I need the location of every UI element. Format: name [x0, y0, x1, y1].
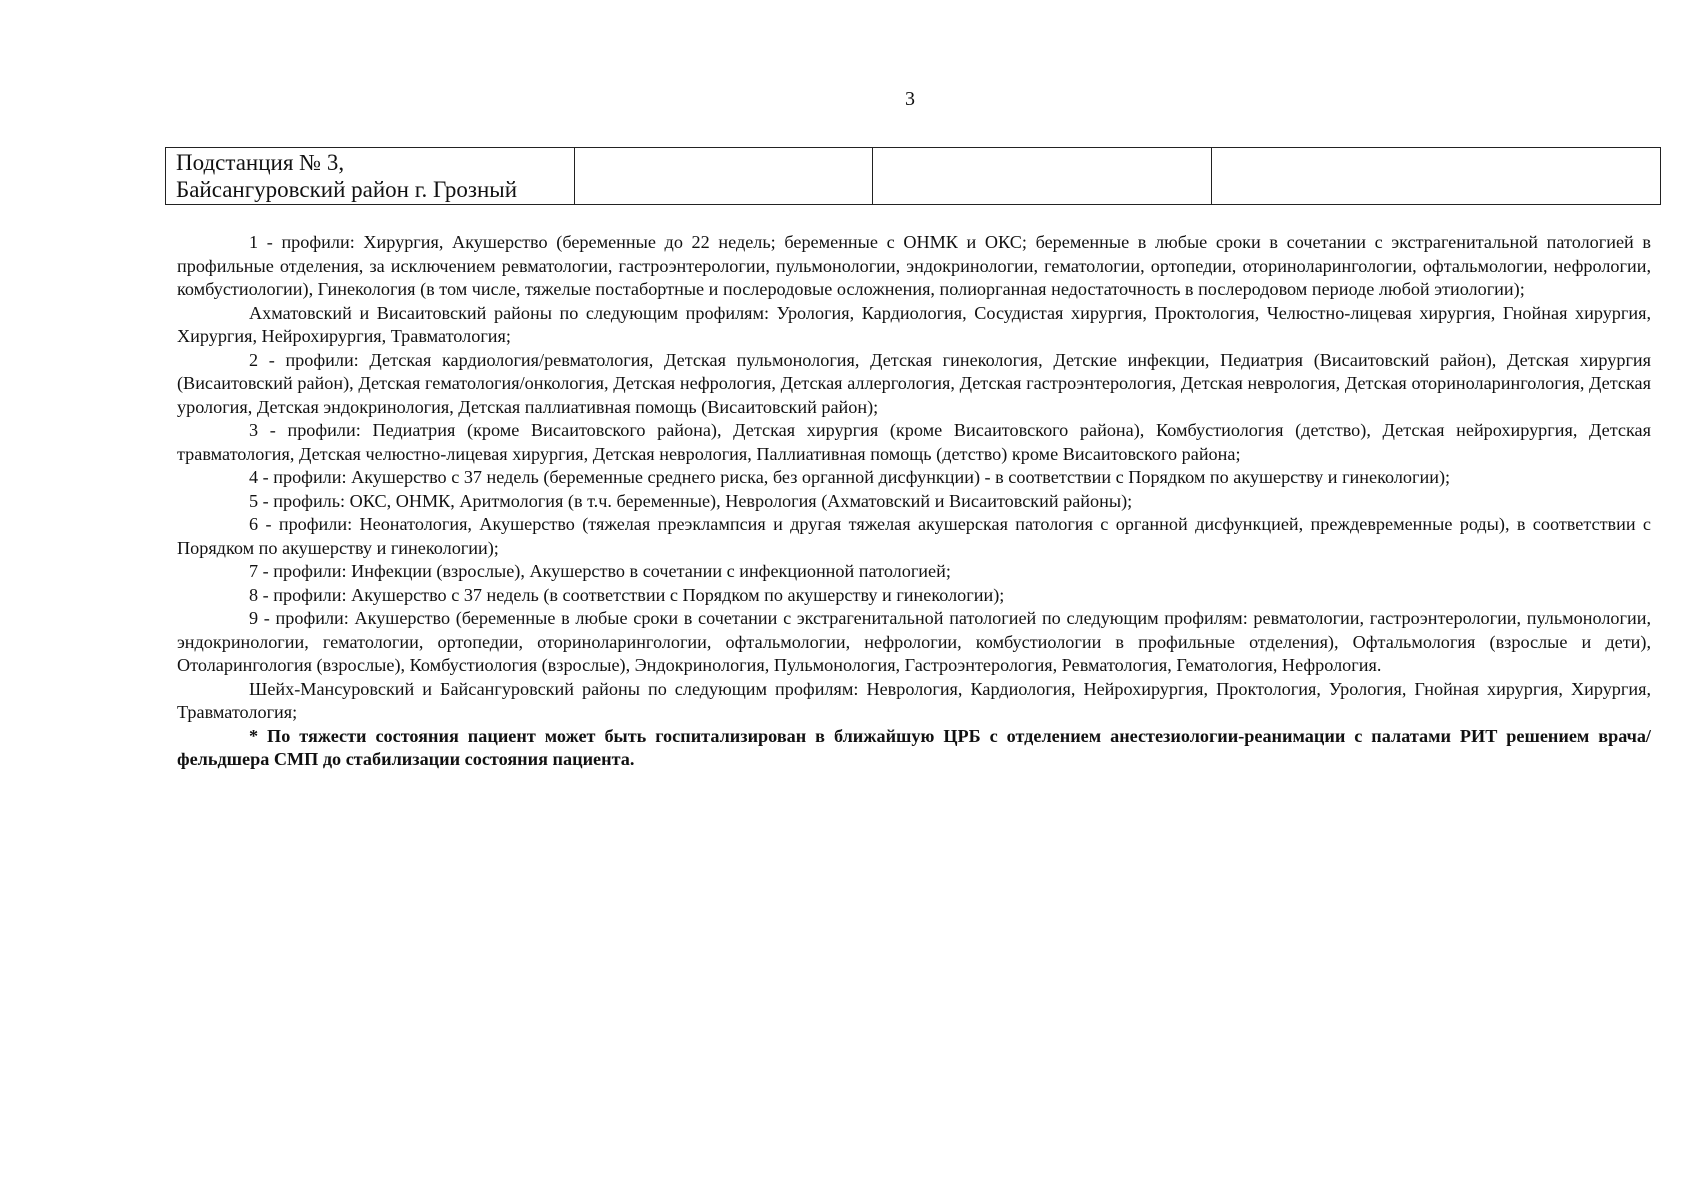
table-row: [166, 148, 1661, 205]
table-cell-substation: Подстанция № 3, Байсангуровский район г. Грозный: [166, 148, 575, 205]
table-cell: [1212, 148, 1661, 205]
note-akhmatovsky-visaitovsky: Ахматовский и Висаитовский районы по следующим профилям: Урология, Кардиология, Сосудистая хирургия, Проктология, Челюстно-лицевая хирургия, Гнойная хирургия, Хирургия, Нейрохирургия, Травматология;: [177, 302, 1651, 346]
note-profile-5: 5 - профиль: ОКС, ОНМК, Аритмология (в т.ч. беременные), Неврология (Ахматовский и Висаитовский районы);: [249, 490, 1133, 511]
note-profile-2: 2 - профили: Детская кардиология/ревматология, Детская пульмонология, Детская гинекология, Детские инфекции, Педиатрия (Висаитовский район), Детская хирургия (Висаитовский район), Детская гематология/онкология, Детская нефрология, Детская аллергология, Детская гастроэнтерология, Детская неврология, Детская оториноларингология, Детская урология, Детская эндокринология, Детская паллиативная помощь (Висаитовский район);: [177, 349, 1651, 417]
note-profile-9: 9 - профили: Акушерство (беременные в любые сроки в сочетании с экстрагенитальной патологией по следующим профилям: ревматологии, гастроэнтерологии, пульмонологии, эндокринологии, гематологии, ортопедии, оториноларингологии, офтальмологии, нефрологии, комбустиологии в профильные отделения), Офтальмология (взрослые и дети), Отоларингология (взрослые), Комбустиология (взрослые), Эндокринология, Пульмонология, Гастроэнтерология, Ревматология, Гематология, Нефрология.: [177, 608, 1651, 675]
note-profile-1: 1 - профили: Хирургия, Акушерство (беременные до 22 недель; беременные с ОНМК и ОКС; беременные в любые сроки в сочетании с экстрагенитальной патологией в профильные отделения, за исключением ревматологии, гастроэнтерологии, пульмонологии, эндокринологии, гематологии, ортопедии, оториноларингологии, офтальмологии, нефрологии, комбустиологии), Гинекология (в том числе, тяжелые постабортные и послеродовые осложнения, полиорганная недостаточность в послеродовом периоде любой этиологии);: [177, 232, 1651, 299]
note-profile-3: 3 - профили: Педиатрия (кроме Висаитовского района), Детская хирургия (кроме Висаитовского района), Комбустиология (детство), Детская нейрохирургия, Детская травматология, Детская челюстно-лицевая хирургия, Детская неврология, Паллиативная помощь (детство) кроме Висаитовского района;: [177, 420, 1651, 464]
note-sheikh-mansurovsky-baisangurovsky: Шейх-Мансуровский и Байсангуровский районы по следующим профилям: Неврология, Кардиология, Нейрохирургия, Проктология, Урология, Гнойная хирургия, Хирургия, Травматология;: [177, 678, 1651, 722]
note-profile-6: 6 - профили: Неонатология, Акушерство (тяжелая преэклампсия и другая тяжелая акушерская патология с органной дисфункцией, преждевременные роды), в соответствии с Порядком по акушерству и гинекологии);: [177, 514, 1651, 558]
table-cell: [873, 148, 1212, 205]
substation-table: [165, 147, 1661, 205]
table-cell: [575, 148, 873, 205]
note-profile-4: 4 - профили: Акушерство с 37 недель (беременные среднего риска, без органной дисфункции) - в соответствии с Порядком по акушерству и гинекологии);: [249, 467, 1451, 487]
note-profile-7: 7 - профили: Инфекции (взрослые), Акушерство в сочетании с инфекционной патологией;: [249, 561, 951, 581]
note-profile-8: 8 - профили: Акушерство с 37 недель (в соответствии с Порядком по акушерству и гинекологии);: [249, 584, 1005, 605]
profile-notes: [177, 231, 1651, 772]
page-number: 3: [905, 88, 915, 110]
hospitalization-note: * По тяжести состояния пациент может быть госпитализирован в ближайшую ЦРБ с отделением анестезиологии-реанимации с палатами РИТ решением врача/фельдшера СМП до стабилизации состояния пациента.: [177, 725, 1651, 769]
